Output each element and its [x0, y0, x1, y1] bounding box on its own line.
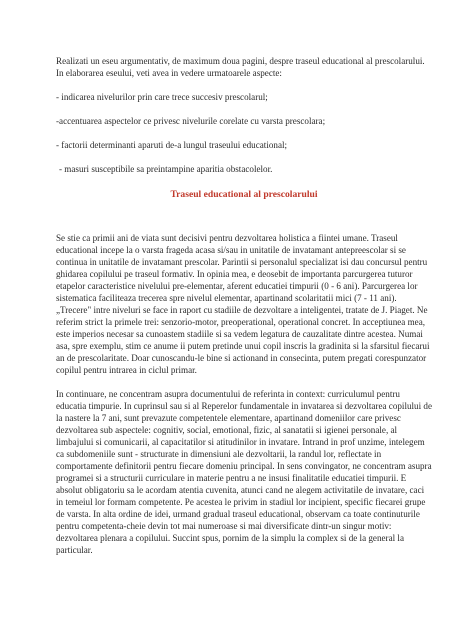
document-body	[56, 55, 432, 556]
essay-paragraph-1: Se stie ca primii ani de viata sunt decisivi pentru dezvoltarea holistica a fiintei umane. Traseul educational incepe la o varsta frageda acasa si/sau in unitatile de invatamant antepreescolar si se continua in unitatile de invatamant prescolar. Parintii si personalul specializat isi dau concursul pentru ghidarea copilului pe traseul formativ. In opinia mea, e deosebit de importanta parcurgerea tuturor etapelor caracteristice nivelului pre-elementar, aferent educatiei timpurii (0 - 6 ani). Parcurgerea lor sistematica faciliteaza trecerea spre nivelul elementar, apartinand scolaritatii mici (7 - 11 ani). „Trecere" intre niveluri se face in raport cu stadiile de dezvoltare a inteligentei, tratate de J. Piaget. Ne referim strict la primele trei: senzorio-motor, preoperational, operational concret. In acceptiunea mea, este imperios necesar sa cunoastem stadiile si sa vedem legatura de cauzalitate dintre acestea. Numai asa, spre exemplu, stim ce anume ii putem pretinde unui copil inscris la gradinita si la sfarsitul fiecarui an de prescolaritate. Doar cunoscandu-le bine si actionand in consecinta, putem pregati corespunzator copilul pentru intrarea in ciclul primar.	[56, 233, 430, 375]
assignment-bullet-2: -accentuarea aspectelor ce privesc nivelurile corelate cu varsta prescolara;	[56, 116, 326, 126]
essay-title: Traseul educational al prescolarului	[170, 189, 318, 200]
assignment-bullet-1: - indicarea nivelurilor prin care trece succesiv prescolarul;	[56, 92, 268, 102]
essay-paragraph-2: In continuare, ne concentram asupra documentului de referinta in context: curriculumul pentru educatia timpurie. In cuprinsul sau si al Reperelor fundamentale in invatarea si dezvoltarea copilului de la nastere la 7 ani, sunt prevazute competentele elementare, apartinand domeniilor care privesc dezvoltarea sub aspectele: cognitiv, social, emotional, fizic, al sanatatii si igienei personale, al limbajului si comunicarii, al capacitatilor si atitudinilor in invatare. Intrand in prof unzime, intelegem ca subdomeniile sunt - structurate in dimensiuni ale dezvoltarii, la randul lor, reflectate in comportamente definitorii pentru fiecare domeniu principal. In sens convingator, ne concentram asupra programei si a structurii curriculare in materie pentru a ne insusi finalitatile educatiei timpurii. E absolut obligatoriu sa le acordam atentia cuvenita, atunci cand ne alegem activitatile de invatare, caci in temeiul lor formam competente. Pe acestea le privim in stadiul lor incipient, specific fiecarei grupe de varsta. In alta ordine de idei, urmand gradual traseul educational, observam ca toate continuturile pentru competenta-cheie devin tot mai numeroase si mai diversificate dintr-un singur motiv: dezvoltarea plenara a copilului. Succint spus, pornim de la simplu la complex si de la general la particular.	[56, 389, 432, 555]
assignment-bullet-3: - factorii determinanti aparuti de-a lungul traseului educational;	[56, 140, 288, 150]
assignment-intro: Realizati un eseu argumentativ, de maximum doua pagini, despre traseul educational al prescolarului. In elaborarea eseului, veti avea in vedere urmatoarele aspecte:	[56, 56, 425, 78]
assignment-bullet-4: - masuri susceptibile sa preintampine aparitia obstacolelor.	[59, 164, 273, 174]
